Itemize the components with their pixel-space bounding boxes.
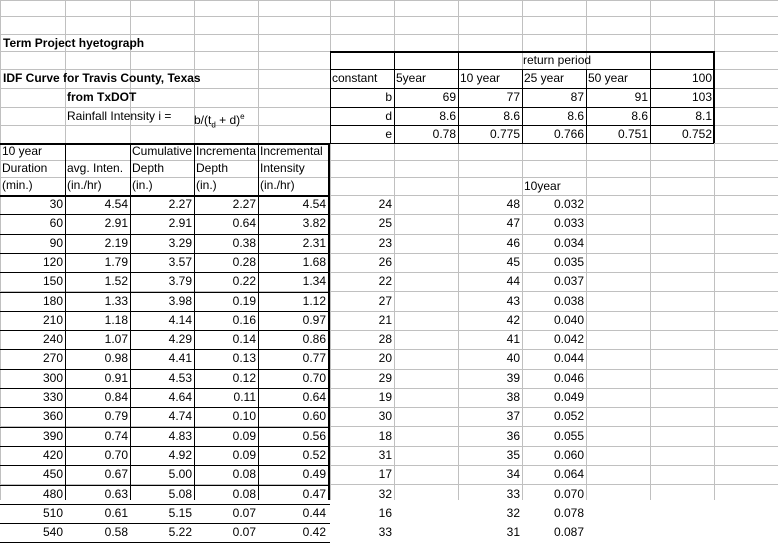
table-cell[interactable]: 1.12 bbox=[302, 294, 326, 308]
param-cell[interactable]: 91 bbox=[634, 90, 648, 104]
side-cell-i[interactable]: 0.037 bbox=[553, 274, 584, 288]
table-cell[interactable]: 150 bbox=[42, 274, 63, 288]
side-cell-h[interactable]: 35 bbox=[506, 448, 520, 462]
table-cell[interactable]: 4.64 bbox=[168, 390, 192, 404]
side-cell-i[interactable]: 0.060 bbox=[553, 448, 584, 462]
table-cell[interactable]: 0.07 bbox=[232, 525, 256, 539]
table-header-cell[interactable]: (in.) bbox=[132, 178, 153, 192]
table-cell[interactable]: 0.19 bbox=[232, 294, 256, 308]
side-cell-f[interactable]: 33 bbox=[378, 525, 392, 539]
side-label-10year[interactable]: 10year bbox=[524, 179, 561, 193]
side-cell-i[interactable]: 0.035 bbox=[553, 255, 584, 269]
table-cell[interactable]: 0.09 bbox=[232, 429, 256, 443]
table-header-cell[interactable]: Duration bbox=[2, 161, 48, 175]
table-cell[interactable]: 4.54 bbox=[302, 197, 326, 211]
table-cell[interactable]: 0.08 bbox=[232, 487, 256, 501]
formula-superscript: e bbox=[240, 112, 245, 121]
table-cell[interactable]: 2.19 bbox=[104, 236, 128, 250]
side-cell-f[interactable]: 18 bbox=[378, 429, 392, 443]
table-cell[interactable]: 0.10 bbox=[232, 409, 256, 423]
table-cell[interactable]: 0.52 bbox=[302, 448, 326, 462]
table-cell[interactable]: 480 bbox=[42, 487, 63, 501]
table-cell[interactable]: 1.34 bbox=[302, 274, 326, 288]
formula-part: b/(t bbox=[194, 113, 212, 127]
side-cell-f[interactable]: 27 bbox=[378, 294, 392, 308]
table-header-cell[interactable]: (in./hr) bbox=[260, 178, 295, 192]
side-cell-h[interactable]: 33 bbox=[506, 487, 520, 501]
side-cell-i[interactable]: 0.040 bbox=[553, 313, 584, 327]
idf-heading[interactable]: IDF Curve for Travis County, Texas bbox=[3, 71, 201, 85]
side-cell-i[interactable]: 0.044 bbox=[553, 351, 584, 365]
table-cell[interactable]: 0.13 bbox=[232, 351, 256, 365]
side-cell-i[interactable]: 0.042 bbox=[553, 332, 584, 346]
table-header-cell[interactable]: Cumulative bbox=[132, 144, 193, 158]
param-row-label[interactable]: d bbox=[385, 109, 392, 123]
side-cell-h[interactable]: 46 bbox=[506, 236, 520, 250]
table-cell[interactable]: 0.86 bbox=[302, 332, 326, 346]
table-cell[interactable]: 4.29 bbox=[168, 332, 192, 346]
table-cell[interactable]: 3.82 bbox=[302, 216, 326, 230]
table-cell[interactable]: 1.33 bbox=[104, 294, 128, 308]
gridline-horizontal bbox=[0, 16, 778, 17]
table-cell[interactable]: 510 bbox=[42, 506, 63, 520]
table-cell[interactable]: 4.92 bbox=[168, 448, 192, 462]
side-cell-f[interactable]: 31 bbox=[378, 448, 392, 462]
side-cell-f[interactable]: 32 bbox=[378, 487, 392, 501]
side-cell-i[interactable]: 0.038 bbox=[553, 294, 584, 308]
side-cell-h[interactable]: 48 bbox=[506, 197, 520, 211]
param-cell[interactable]: 103 bbox=[691, 90, 712, 104]
table-cell[interactable]: 5.22 bbox=[168, 525, 192, 539]
param-cell[interactable]: 0.766 bbox=[553, 127, 584, 141]
table-cell[interactable]: 0.44 bbox=[302, 506, 326, 520]
border-line bbox=[650, 51, 651, 69]
param-cell[interactable]: 0.775 bbox=[489, 127, 520, 141]
side-cell-f[interactable]: 25 bbox=[378, 216, 392, 230]
side-cell-f[interactable]: 21 bbox=[378, 313, 392, 327]
table-header-cell[interactable]: Incrementa bbox=[196, 144, 257, 158]
table-cell[interactable]: 2.91 bbox=[104, 216, 128, 230]
table-cell[interactable]: 0.98 bbox=[104, 351, 128, 365]
table-cell[interactable]: 120 bbox=[42, 255, 63, 269]
table-cell[interactable]: 0.84 bbox=[104, 390, 128, 404]
side-cell-i[interactable]: 0.049 bbox=[553, 390, 584, 404]
table-cell[interactable]: 0.38 bbox=[232, 236, 256, 250]
side-cell-i[interactable]: 0.046 bbox=[553, 371, 584, 385]
table-cell[interactable]: 3.98 bbox=[168, 294, 192, 308]
side-cell-h[interactable]: 31 bbox=[506, 525, 520, 539]
side-cell-h[interactable]: 37 bbox=[506, 409, 520, 423]
param-cell[interactable]: 8.1 bbox=[695, 109, 712, 123]
table-cell[interactable]: 5.08 bbox=[168, 487, 192, 501]
table-cell[interactable]: 4.53 bbox=[168, 371, 192, 385]
table-cell[interactable]: 1.07 bbox=[104, 332, 128, 346]
side-cell-h[interactable]: 40 bbox=[506, 351, 520, 365]
table-header-cell[interactable]: (min.) bbox=[2, 178, 33, 192]
border-line bbox=[394, 51, 395, 69]
side-cell-f[interactable]: 22 bbox=[378, 274, 392, 288]
table-cell[interactable]: 90 bbox=[49, 236, 63, 250]
table-cell[interactable]: 0.74 bbox=[104, 429, 128, 443]
table-header-cell[interactable]: avg. Inten. bbox=[67, 161, 124, 175]
table-header-cell[interactable] bbox=[65, 143, 130, 160]
table-cell[interactable]: 0.12 bbox=[232, 371, 256, 385]
formula-part: + d) bbox=[215, 113, 241, 127]
table-cell[interactable]: 0.70 bbox=[104, 448, 128, 462]
side-cell-f[interactable]: 23 bbox=[378, 236, 392, 250]
table-cell[interactable]: 210 bbox=[42, 313, 63, 327]
side-cell-h[interactable]: 44 bbox=[506, 274, 520, 288]
table-cell[interactable]: 330 bbox=[42, 390, 63, 404]
table-cell[interactable]: 4.74 bbox=[168, 409, 192, 423]
param-cell[interactable]: 8.6 bbox=[631, 109, 648, 123]
param-cell[interactable]: 69 bbox=[442, 90, 456, 104]
table-cell[interactable]: 0.56 bbox=[302, 429, 326, 443]
constant-label[interactable]: constant bbox=[332, 71, 378, 85]
table-cell[interactable]: 2.27 bbox=[168, 197, 192, 211]
table-cell[interactable]: 0.61 bbox=[104, 506, 128, 520]
sheet-title[interactable]: Term Project hyetograph bbox=[3, 36, 145, 50]
table-cell[interactable]: 0.07 bbox=[232, 506, 256, 520]
side-cell-f[interactable]: 24 bbox=[378, 197, 392, 211]
side-cell-i[interactable]: 0.064 bbox=[553, 467, 584, 481]
table-cell[interactable]: 0.64 bbox=[302, 390, 326, 404]
table-cell[interactable]: 0.11 bbox=[233, 390, 256, 404]
table-cell[interactable]: 30 bbox=[49, 197, 63, 211]
table-cell[interactable]: 4.83 bbox=[168, 429, 192, 443]
table-cell[interactable]: 2.31 bbox=[302, 236, 326, 250]
table-cell[interactable]: 0.63 bbox=[104, 487, 128, 501]
table-cell[interactable]: 4.14 bbox=[168, 313, 192, 327]
table-cell[interactable]: 0.28 bbox=[232, 255, 256, 269]
table-header-cell[interactable]: (in./hr) bbox=[67, 178, 102, 192]
side-cell-h[interactable]: 43 bbox=[506, 294, 520, 308]
table-cell[interactable]: 1.79 bbox=[104, 255, 128, 269]
table-cell[interactable]: 0.22 bbox=[232, 274, 256, 288]
table-cell[interactable]: 0.64 bbox=[232, 216, 256, 230]
table-cell[interactable]: 5.00 bbox=[168, 467, 192, 481]
table-header-cell[interactable]: Incremental bbox=[260, 144, 323, 158]
table-cell[interactable]: 0.97 bbox=[302, 313, 326, 327]
param-col-100yr[interactable]: 100 bbox=[691, 71, 712, 85]
return-period-label[interactable]: return period bbox=[523, 53, 592, 67]
param-cell[interactable]: 8.6 bbox=[439, 109, 456, 123]
table-cell[interactable]: 1.68 bbox=[302, 255, 326, 269]
side-cell-i[interactable]: 0.055 bbox=[553, 429, 584, 443]
table-cell[interactable]: 0.09 bbox=[232, 448, 256, 462]
table-cell[interactable]: 390 bbox=[42, 429, 63, 443]
table-cell[interactable]: 0.79 bbox=[104, 409, 128, 423]
table-cell[interactable]: 60 bbox=[49, 216, 63, 230]
side-cell-h[interactable]: 34 bbox=[506, 467, 520, 481]
side-cell-h[interactable]: 38 bbox=[506, 390, 520, 404]
param-col-5yr[interactable]: 5year bbox=[396, 71, 427, 85]
side-cell-h[interactable]: 32 bbox=[506, 506, 520, 520]
param-row-label[interactable]: b bbox=[385, 90, 392, 104]
table-cell[interactable]: 4.54 bbox=[104, 197, 128, 211]
side-cell-f[interactable]: 26 bbox=[378, 255, 392, 269]
table-cell[interactable]: 240 bbox=[42, 332, 63, 346]
table-header-cell[interactable]: Depth bbox=[196, 161, 229, 175]
table-cell[interactable]: 0.77 bbox=[302, 351, 326, 365]
table-cell[interactable]: 2.27 bbox=[232, 197, 256, 211]
param-row-label[interactable]: e bbox=[385, 127, 392, 141]
table-cell[interactable]: 0.49 bbox=[302, 467, 326, 481]
table-cell[interactable]: 0.70 bbox=[302, 371, 326, 385]
param-cell[interactable]: 0.751 bbox=[617, 127, 648, 141]
side-cell-f[interactable]: 29 bbox=[378, 371, 392, 385]
table-cell[interactable]: 4.41 bbox=[168, 351, 192, 365]
side-cell-h[interactable]: 41 bbox=[506, 332, 520, 346]
gridline-horizontal bbox=[0, 0, 778, 1]
table-cell[interactable]: 180 bbox=[42, 294, 63, 308]
table-cell[interactable]: 420 bbox=[42, 448, 63, 462]
param-cell[interactable]: 8.6 bbox=[503, 109, 520, 123]
table-cell[interactable]: 0.14 bbox=[232, 332, 256, 346]
table-cell[interactable]: 2.91 bbox=[168, 216, 192, 230]
table-cell[interactable]: 0.58 bbox=[104, 525, 128, 539]
table-cell[interactable]: 0.16 bbox=[232, 313, 256, 327]
param-cell[interactable]: 8.6 bbox=[567, 109, 584, 123]
table-cell[interactable]: 540 bbox=[42, 525, 63, 539]
table-cell[interactable]: 0.60 bbox=[302, 409, 326, 423]
table-cell[interactable]: 1.52 bbox=[104, 274, 128, 288]
side-cell-f[interactable]: 16 bbox=[378, 506, 392, 520]
side-cell-h[interactable]: 47 bbox=[506, 216, 520, 230]
table-header-cell[interactable]: Depth bbox=[132, 161, 165, 175]
side-cell-i[interactable]: 0.087 bbox=[553, 525, 584, 539]
table-cell[interactable]: 0.08 bbox=[232, 467, 256, 481]
param-col-10yr[interactable]: 10 year bbox=[460, 71, 501, 85]
side-cell-f[interactable]: 30 bbox=[378, 409, 392, 423]
side-cell-i[interactable]: 0.033 bbox=[553, 216, 584, 230]
table-cell[interactable]: 3.57 bbox=[168, 255, 192, 269]
side-cell-h[interactable]: 42 bbox=[506, 313, 520, 327]
param-cell[interactable]: 77 bbox=[506, 90, 520, 104]
table-header-cell[interactable]: Intensity bbox=[260, 161, 305, 175]
side-cell-i[interactable]: 0.052 bbox=[553, 409, 584, 423]
formula-subscript: d bbox=[211, 120, 216, 130]
table-cell[interactable]: 360 bbox=[42, 409, 63, 423]
side-cell-f[interactable]: 28 bbox=[378, 332, 392, 346]
param-cell[interactable]: 87 bbox=[570, 90, 584, 104]
param-cell[interactable]: 0.752 bbox=[681, 127, 712, 141]
source-label[interactable]: from TxDOT bbox=[67, 90, 137, 104]
table-cell[interactable]: 300 bbox=[42, 371, 63, 385]
side-cell-i[interactable]: 0.078 bbox=[553, 506, 584, 520]
table-header-cell[interactable]: 10 year bbox=[2, 144, 43, 158]
side-cell-i[interactable]: 0.070 bbox=[553, 487, 584, 501]
table-cell[interactable]: 0.47 bbox=[302, 487, 326, 501]
table-cell[interactable]: 3.79 bbox=[168, 274, 192, 288]
side-cell-i[interactable]: 0.034 bbox=[553, 236, 584, 250]
side-cell-f[interactable]: 17 bbox=[378, 467, 392, 481]
param-cell[interactable]: 0.78 bbox=[432, 127, 456, 141]
table-cell[interactable]: 5.15 bbox=[168, 506, 192, 520]
table-cell[interactable]: 450 bbox=[42, 467, 63, 481]
side-cell-h[interactable]: 45 bbox=[506, 255, 520, 269]
table-cell[interactable]: 270 bbox=[42, 351, 63, 365]
side-cell-f[interactable]: 19 bbox=[378, 390, 392, 404]
table-cell[interactable]: 0.91 bbox=[104, 371, 128, 385]
table-cell[interactable]: 0.67 bbox=[104, 467, 128, 481]
side-cell-f[interactable]: 20 bbox=[378, 351, 392, 365]
table-header-cell[interactable]: (in.) bbox=[196, 178, 217, 192]
formula-expression[interactable] bbox=[192, 107, 247, 130]
table-cell[interactable]: 0.42 bbox=[302, 525, 326, 539]
param-col-25yr[interactable]: 25 year bbox=[524, 71, 565, 85]
side-cell-h[interactable]: 36 bbox=[506, 429, 520, 443]
param-col-50yr[interactable]: 50 year bbox=[588, 71, 629, 85]
table-cell[interactable]: 3.29 bbox=[168, 236, 192, 250]
side-cell-h[interactable]: 39 bbox=[506, 371, 520, 385]
side-cell-i[interactable]: 0.032 bbox=[553, 197, 584, 211]
border-line bbox=[458, 51, 459, 69]
formula-label[interactable]: Rainfall Intensity i = bbox=[67, 109, 172, 123]
table-cell[interactable]: 1.18 bbox=[104, 313, 128, 327]
